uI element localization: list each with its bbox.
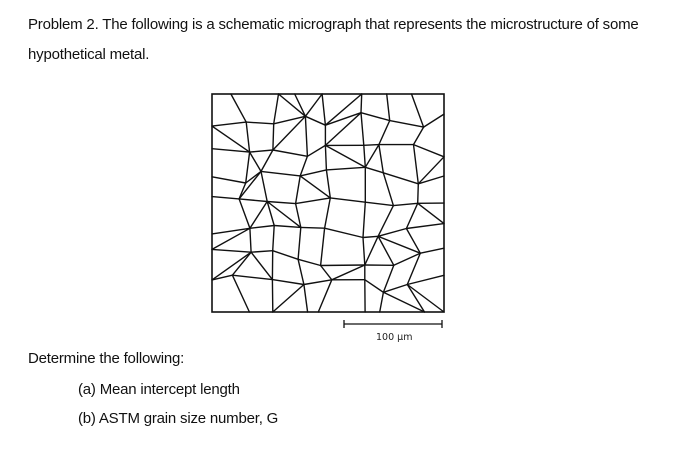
grain-boundaries xyxy=(212,94,444,312)
grain-micrograph xyxy=(210,92,450,347)
scale-bar-label: 100 μm xyxy=(376,332,413,343)
problem-intro-line-1: Problem 2. The following is a schematic micrograph that represents the microstructure of some xyxy=(28,16,639,33)
problem-intro-line-2: hypothetical metal. xyxy=(28,46,150,63)
question-item-a: (a) Mean intercept length xyxy=(78,381,240,398)
scale-bar xyxy=(344,320,442,328)
questions-heading: Determine the following: xyxy=(28,350,185,367)
question-item-b: (b) ASTM grain size number, G xyxy=(78,410,279,427)
